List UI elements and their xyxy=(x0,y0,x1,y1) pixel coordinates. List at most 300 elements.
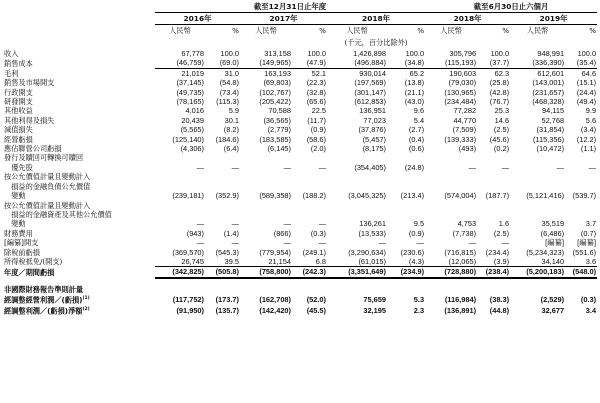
row-label: 優先股 xyxy=(4,162,33,172)
amount-cell: (574,004) xyxy=(444,191,477,201)
percent-cell xyxy=(205,153,240,162)
amount-cell: (589,358) xyxy=(259,191,291,201)
amount-cell xyxy=(510,182,565,191)
amount-cell: 67,778 xyxy=(181,49,204,58)
table-row xyxy=(3,248,597,257)
amount-cell: 35,519 xyxy=(541,219,565,229)
percent-cell: 64.6 xyxy=(565,68,597,78)
row-label: 經調整經營利潤／(虧損)$^{(1)}$ xyxy=(4,295,90,305)
percent-cell xyxy=(565,201,597,210)
amount-cell xyxy=(327,182,387,191)
table-row xyxy=(3,229,597,238)
percent-cell xyxy=(565,172,597,181)
percent-cell: (230.6) xyxy=(400,247,425,257)
amount-cell: (115,193) xyxy=(444,58,477,68)
percent-cell xyxy=(387,153,425,162)
amount-cell xyxy=(155,172,205,181)
percent-cell xyxy=(292,172,327,181)
percent-cell: (38.3) xyxy=(489,294,510,304)
footnote-marker: (2) xyxy=(82,306,90,312)
percent-cell xyxy=(477,201,510,210)
percent-cell xyxy=(205,210,240,219)
rmb-col-header: 人民幣 xyxy=(346,26,368,36)
table-row xyxy=(3,78,597,87)
amount-cell: 305,796 xyxy=(449,49,477,58)
row-label: 減值損失 xyxy=(4,125,33,135)
percent-cell: (32.8) xyxy=(306,87,326,97)
percent-cell: (184.6) xyxy=(215,134,239,144)
table-row xyxy=(3,97,597,106)
amount-cell: (7,738) xyxy=(452,228,477,238)
percent-cell: 14.6 xyxy=(494,115,510,125)
amount-cell: (5,121,416) xyxy=(526,191,565,201)
amount-cell: (779,954) xyxy=(259,247,291,257)
percent-cell xyxy=(565,285,597,294)
rmb-col-header: 人民幣 xyxy=(169,26,191,36)
percent-cell: (47.9) xyxy=(306,58,326,68)
amount-cell: (69,803) xyxy=(263,78,291,88)
percent-cell: (58.6) xyxy=(306,134,326,144)
percent-cell: (0.3) xyxy=(580,294,597,304)
amount-cell: (7,509) xyxy=(452,125,477,135)
amount-cell: 34,140 xyxy=(541,256,565,266)
amount-cell: 21,019 xyxy=(155,68,205,78)
amount-cell: 190,603 xyxy=(425,68,477,78)
row-label: 收入 xyxy=(4,49,19,58)
amount-cell xyxy=(240,182,292,191)
amount-cell: (139,333) xyxy=(444,134,477,144)
table-row xyxy=(3,238,597,247)
amount-cell: — xyxy=(468,162,477,172)
percent-cell: 9.9 xyxy=(585,106,597,116)
percent-cell: (2.0) xyxy=(310,144,326,154)
table-row xyxy=(3,210,597,219)
table-row xyxy=(3,68,597,78)
percent-cell: — xyxy=(231,238,239,248)
percent-cell: (6.4) xyxy=(223,144,239,154)
six-month-group-header: 截至6月30日止六個月 xyxy=(425,0,597,13)
rmb-col-header: 人民幣 xyxy=(255,26,277,36)
amount-cell: 94,115 xyxy=(542,106,565,116)
amount-cell: 4,753 xyxy=(457,219,477,229)
year-header: 2019年 xyxy=(510,13,597,25)
percent-cell: 9.6 xyxy=(413,106,425,116)
percent-cell xyxy=(387,172,425,181)
amount-cell: 612,601 xyxy=(510,68,565,78)
percent-cell: (42.8) xyxy=(489,87,510,97)
amount-cell: 20,439 xyxy=(181,115,204,125)
table-row xyxy=(3,294,597,305)
row-label: 損益的金融資產及其他公允價值 xyxy=(4,209,112,219)
amount-cell: 930,014 xyxy=(327,68,387,78)
row-label: 除稅前虧損 xyxy=(4,247,40,257)
year-header: 2016年 xyxy=(155,13,240,25)
amount-cell: (61,015) xyxy=(358,256,386,266)
percent-cell: (34.8) xyxy=(404,58,425,68)
percent-cell: (73.4) xyxy=(219,87,239,97)
amount-cell: (612,853) xyxy=(354,97,386,107)
table-row xyxy=(3,285,597,294)
percent-cell xyxy=(292,210,327,219)
row-label: 研發開支 xyxy=(4,97,33,107)
amount-cell: — xyxy=(283,238,291,248)
table-row xyxy=(3,201,597,210)
percent-cell: — xyxy=(318,162,326,172)
percent-cell: 100.0 xyxy=(490,49,510,58)
percent-cell: (45.6) xyxy=(489,134,510,144)
percent-cell: — xyxy=(501,162,510,172)
amount-cell xyxy=(327,210,387,219)
percent-cell: 22.5 xyxy=(311,106,326,116)
percent-cell: (43.0) xyxy=(404,97,425,107)
percent-cell: (173.7) xyxy=(215,294,239,304)
row-label: 按公允價值計量且變動計入 xyxy=(4,200,91,210)
row-label: 損益的金融負債公允價值 xyxy=(4,181,91,191)
full-year-group-header: 截至12月31日止年度 xyxy=(155,0,425,13)
row-label: 發行及贖回可轉換可贖回 xyxy=(4,153,84,163)
percent-cell: — xyxy=(416,238,425,248)
amount-cell: (758,800) xyxy=(240,267,292,278)
percent-cell: (24.8) xyxy=(404,162,425,172)
amount-cell: 948,991 xyxy=(537,49,565,58)
amount-cell xyxy=(510,285,565,294)
percent-cell: — xyxy=(318,238,326,248)
percent-cell: (4.3) xyxy=(408,256,425,266)
amount-cell: (6,486) xyxy=(540,228,565,238)
percent-cell xyxy=(205,285,240,294)
amount-cell: (12,065) xyxy=(448,256,477,266)
percent-cell xyxy=(387,182,425,191)
amount-cell: (116,984) xyxy=(444,294,477,304)
percent-cell xyxy=(205,182,240,191)
amount-cell: — xyxy=(196,162,204,172)
amount-cell: (369,570) xyxy=(172,247,204,257)
amount-cell: (102,767) xyxy=(259,87,291,97)
amount-cell xyxy=(327,172,387,181)
amount-cell xyxy=(327,153,387,162)
percent-cell xyxy=(292,153,327,162)
percent-cell: (545.3) xyxy=(215,247,239,257)
amount-cell: (3,045,325) xyxy=(348,191,386,201)
amount-cell: (239,181) xyxy=(172,191,204,201)
percent-cell: (551.6) xyxy=(572,247,597,257)
amount-cell xyxy=(425,153,477,162)
row-label: 行政開支 xyxy=(4,87,33,97)
row-label: 經調整利潤／(虧損)淨額$^{(2)}$ xyxy=(4,306,90,316)
percent-cell: (35.4) xyxy=(576,58,597,68)
amount-cell xyxy=(240,210,292,219)
percent-cell: (24.4) xyxy=(576,87,597,97)
percent-cell: (352.9) xyxy=(215,191,239,201)
percent-cell: 62.3 xyxy=(477,68,510,78)
unit-note: (千元，百分比除外) xyxy=(344,38,408,48)
amount-cell: (37,876) xyxy=(358,125,386,135)
percent-cell: 3.4 xyxy=(585,305,597,315)
row-label: 其他利得及損失 xyxy=(4,115,55,125)
percent-cell xyxy=(292,182,327,191)
amount-cell: (79,030) xyxy=(448,78,477,88)
amount-cell: — xyxy=(283,162,291,172)
table-row xyxy=(3,125,597,134)
percent-cell: 2.3 xyxy=(413,305,425,315)
percent-cell: (0.2) xyxy=(493,144,510,154)
percent-cell xyxy=(477,172,510,181)
row-label: 銷售成本 xyxy=(4,58,33,68)
percent-cell: 5.4 xyxy=(413,115,425,125)
percent-cell xyxy=(292,201,327,210)
amount-cell xyxy=(155,182,205,191)
amount-cell: 313,158 xyxy=(264,49,291,58)
percent-cell: 100.0 xyxy=(220,49,239,58)
table-row xyxy=(3,267,597,278)
amount-cell: (728,880) xyxy=(425,267,477,278)
percent-cell: 100.0 xyxy=(577,49,597,58)
amount-cell: 52,768 xyxy=(541,115,565,125)
amount-cell xyxy=(327,201,387,210)
row-label: 所得稅抵免/(開支) xyxy=(4,257,63,267)
amount-cell: (10,472) xyxy=(536,144,565,154)
amount-cell: (115,356) xyxy=(532,134,565,144)
amount-cell xyxy=(425,210,477,219)
percent-cell: (238.4) xyxy=(477,267,510,278)
amount-cell xyxy=(510,172,565,181)
percent-cell: (37.7) xyxy=(489,58,510,68)
percent-cell: (187.7) xyxy=(485,191,510,201)
percent-cell: (213.4) xyxy=(400,191,425,201)
percent-cell: 5.6 xyxy=(585,115,597,125)
percent-cell: (0.9) xyxy=(408,228,425,238)
percent-cell xyxy=(477,285,510,294)
amount-cell: 77,282 xyxy=(453,106,477,116)
percent-cell: 3.7 xyxy=(585,219,597,229)
amount-cell: (2,529) xyxy=(540,294,565,304)
percent-cell: — xyxy=(231,219,239,229)
percent-cell: 100.0 xyxy=(405,49,425,58)
amount-cell: (183,585) xyxy=(259,134,291,144)
percent-cell: 52.1 xyxy=(292,68,327,78)
percent-cell: (3.4) xyxy=(580,125,597,135)
pct-col-header: % xyxy=(232,26,239,36)
row-label: 經營虧損 xyxy=(4,134,33,144)
percent-cell: (2.7) xyxy=(408,125,425,135)
row-label: 銷售及市場開支 xyxy=(4,78,55,88)
percent-cell: (12.2) xyxy=(576,134,597,144)
percent-cell: 31.0 xyxy=(205,68,240,78)
amount-cell: (493) xyxy=(458,144,477,154)
amount-cell: (342,825) xyxy=(155,267,205,278)
amount-cell: (37,145) xyxy=(176,78,204,88)
row-label: [編纂]開支 xyxy=(4,238,39,248)
percent-cell xyxy=(565,210,597,219)
amount-cell: (136,891) xyxy=(444,305,477,315)
pct-col-header: % xyxy=(319,26,326,36)
income-statement-table xyxy=(3,0,597,316)
percent-cell: — xyxy=(588,162,597,172)
row-label: 變動 xyxy=(4,191,26,201)
row-label: 按公允價值計量且變動計入 xyxy=(4,172,91,182)
amount-cell: (8,175) xyxy=(362,144,386,154)
percent-cell: 39.5 xyxy=(224,256,239,266)
amount-cell: — xyxy=(196,219,204,229)
table-row xyxy=(3,135,597,144)
percent-cell: — xyxy=(231,162,239,172)
amount-cell: (142,420) xyxy=(259,305,291,315)
amount-cell: (3,290,634) xyxy=(348,247,386,257)
amount-cell: 44,770 xyxy=(453,115,477,125)
row-label: 非國際財務報告準則計量 xyxy=(4,284,84,294)
amount-cell: (162,708) xyxy=(259,294,291,304)
amount-cell: 21,154 xyxy=(268,256,291,266)
amount-cell: 136,951 xyxy=(359,106,386,116)
amount-cell xyxy=(240,285,292,294)
amount-cell: (3,351,649) xyxy=(327,267,387,278)
percent-cell xyxy=(387,285,425,294)
percent-cell: (65.6) xyxy=(306,97,326,107)
percent-cell: (13.8) xyxy=(404,78,425,88)
amount-cell: 136,261 xyxy=(359,219,386,229)
amount-cell: (301,147) xyxy=(354,87,386,97)
percent-cell: 9.5 xyxy=(413,219,425,229)
percent-cell: (69.0) xyxy=(219,58,239,68)
amount-cell xyxy=(425,172,477,181)
amount-cell: (943) xyxy=(186,228,204,238)
percent-cell: [編纂] xyxy=(577,238,597,248)
percent-cell: (0.4) xyxy=(408,134,425,144)
amount-cell: (46,759) xyxy=(176,58,204,68)
amount-cell: — xyxy=(196,238,204,248)
percent-cell: (25.8) xyxy=(489,78,510,88)
percent-cell: 6.8 xyxy=(315,256,326,266)
unit-header-row xyxy=(3,25,597,38)
percent-cell: (115.3) xyxy=(216,97,239,107)
amount-cell xyxy=(155,153,205,162)
percent-cell: 65.2 xyxy=(387,68,425,78)
table-row xyxy=(3,58,597,68)
amount-cell: (78,165) xyxy=(176,97,204,107)
unit-note-row xyxy=(3,37,597,49)
percent-cell: (45.5) xyxy=(306,305,326,315)
percent-cell: (242.3) xyxy=(292,267,327,278)
amount-cell: (91,950) xyxy=(176,305,204,315)
amount-cell xyxy=(155,201,205,210)
percent-cell xyxy=(477,182,510,191)
amount-cell: (336,390) xyxy=(532,58,565,68)
row-label: 財務費用 xyxy=(4,228,33,238)
percent-cell xyxy=(387,201,425,210)
amount-cell: — xyxy=(378,238,386,248)
amount-cell: (36,565) xyxy=(263,115,291,125)
amount-cell xyxy=(240,201,292,210)
amount-cell: (197,569) xyxy=(354,78,386,88)
percent-cell: (76.7) xyxy=(489,97,510,107)
percent-cell: (0.7) xyxy=(580,228,597,238)
table-row xyxy=(3,153,597,162)
percent-cell xyxy=(477,210,510,219)
percent-cell: — xyxy=(318,219,326,229)
amount-cell: (31,854) xyxy=(536,125,565,135)
year-header: 2018年 xyxy=(425,13,510,25)
amount-cell: (117,752) xyxy=(172,294,204,304)
percent-cell: (548.0) xyxy=(565,267,597,278)
table-row xyxy=(3,116,597,125)
table-row xyxy=(3,163,597,172)
amount-cell: (49,735) xyxy=(176,87,204,97)
amount-cell xyxy=(510,201,565,210)
percent-cell xyxy=(565,153,597,162)
amount-cell xyxy=(327,285,387,294)
table-row xyxy=(3,191,597,200)
percent-cell: (54.8) xyxy=(219,78,239,88)
amount-cell xyxy=(155,285,205,294)
amount-cell: (2,779) xyxy=(267,125,291,135)
amount-cell xyxy=(510,153,565,162)
amount-cell: 75,659 xyxy=(363,294,386,304)
percent-cell: (539.7) xyxy=(572,191,597,201)
row-label: 應佔聯營公司虧損 xyxy=(4,144,62,154)
percent-cell xyxy=(387,210,425,219)
amount-cell: (130,965) xyxy=(444,87,477,97)
amount-cell xyxy=(240,172,292,181)
amount-cell: (5,457) xyxy=(362,134,386,144)
percent-cell xyxy=(477,153,510,162)
row-label: 其他收益 xyxy=(4,106,33,116)
percent-cell: (135.7) xyxy=(215,305,239,315)
amount-cell: 70,588 xyxy=(268,106,291,116)
year-header: 2018年 xyxy=(327,13,425,25)
percent-cell: (1.4) xyxy=(223,228,239,238)
amount-cell: (5,234,323) xyxy=(526,247,565,257)
amount-cell: (496,884) xyxy=(354,58,386,68)
amount-cell: — xyxy=(283,219,291,229)
amount-cell: (716,815) xyxy=(444,247,477,257)
amount-cell: (5,565) xyxy=(180,125,204,135)
percent-cell: (3.9) xyxy=(493,256,510,266)
percent-cell xyxy=(205,172,240,181)
year-header-row xyxy=(3,13,597,25)
amount-cell: (5,200,183) xyxy=(510,267,565,278)
pct-col-header: % xyxy=(417,26,425,36)
table-row xyxy=(3,219,597,228)
percent-cell: 3.6 xyxy=(585,256,597,266)
percent-cell: (15.1) xyxy=(576,78,597,88)
amount-cell xyxy=(155,210,205,219)
rmb-col-header: 人民幣 xyxy=(526,26,549,36)
amount-cell: 32,677 xyxy=(541,305,565,315)
percent-cell: 25.3 xyxy=(494,106,510,116)
pct-col-header: % xyxy=(589,26,597,36)
amount-cell: (866) xyxy=(273,228,291,238)
rmb-col-header: 人民幣 xyxy=(440,26,462,36)
section-gap xyxy=(3,278,597,285)
amount-cell: (205,422) xyxy=(259,97,291,107)
amount-cell: 77,023 xyxy=(363,115,386,125)
percent-cell xyxy=(565,182,597,191)
percent-cell: (505.8) xyxy=(205,267,240,278)
percent-cell: (188.2) xyxy=(302,191,326,201)
amount-cell: (6,145) xyxy=(267,144,291,154)
percent-cell: (0.6) xyxy=(408,144,425,154)
percent-cell: (0.9) xyxy=(310,125,326,135)
amount-cell xyxy=(425,182,477,191)
percent-cell: — xyxy=(501,238,510,248)
percent-cell: (44.8) xyxy=(489,305,510,315)
table-row xyxy=(3,257,597,267)
amount-cell: (125,140) xyxy=(172,134,204,144)
table-row xyxy=(3,49,597,58)
percent-cell: (49.4) xyxy=(576,97,597,107)
percent-cell: (8.2) xyxy=(223,125,239,135)
amount-cell: 163,193 xyxy=(240,68,292,78)
